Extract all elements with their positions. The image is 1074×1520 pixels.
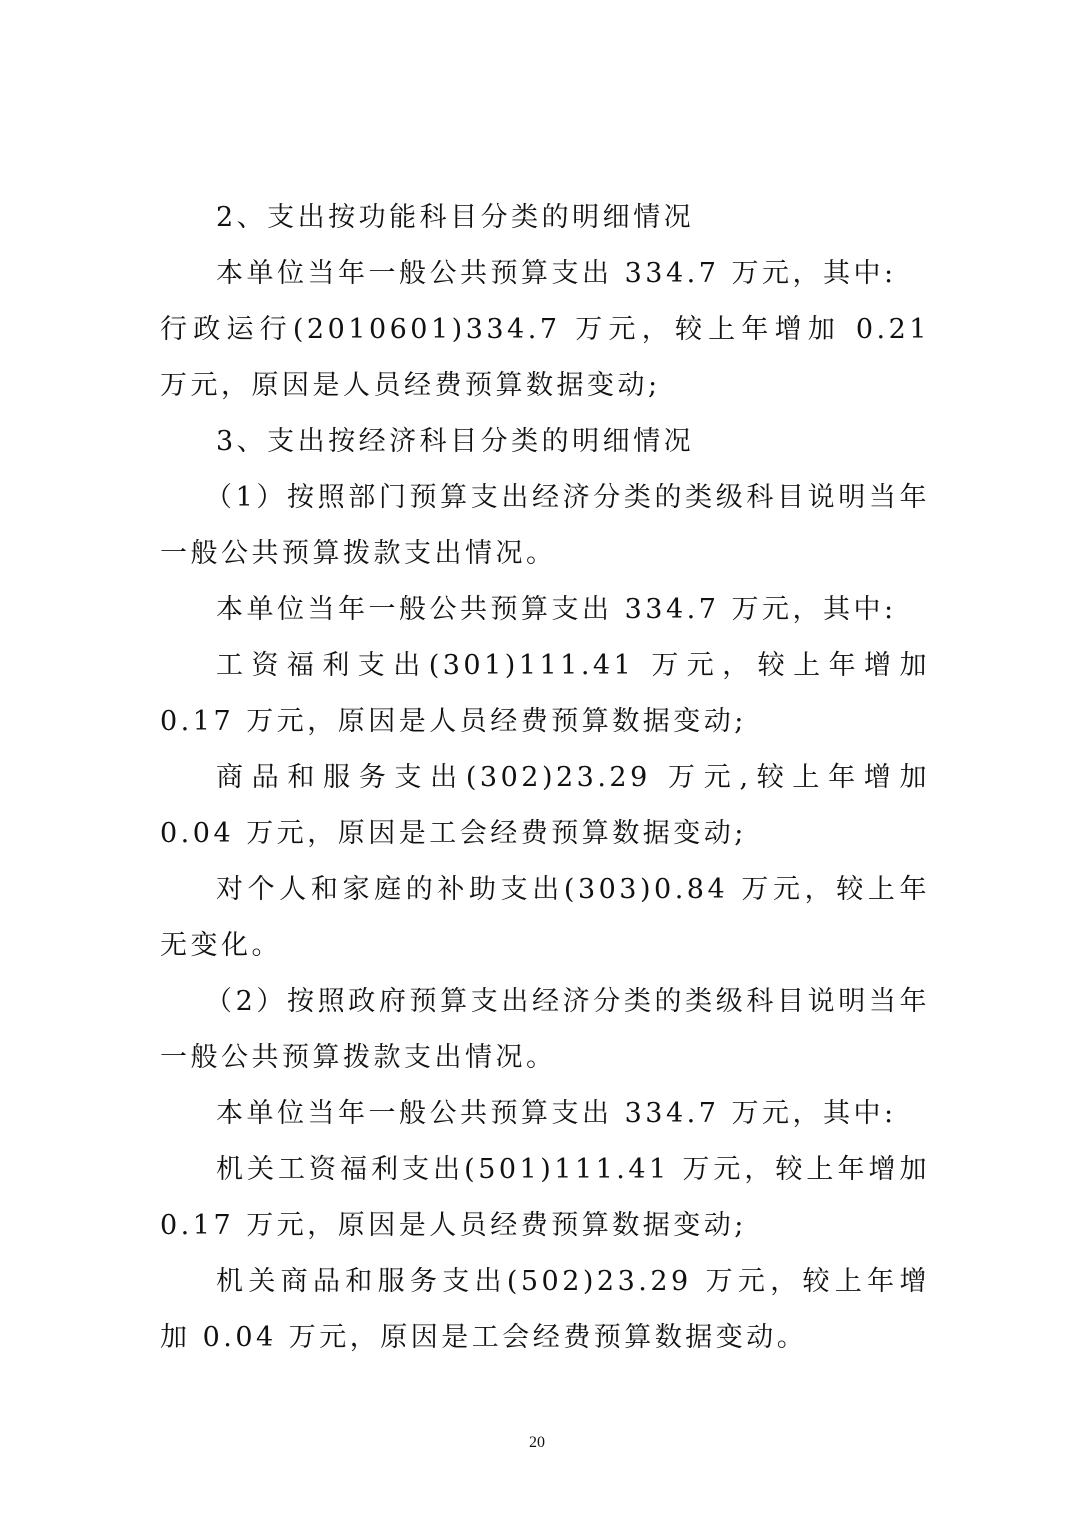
paragraph-agency-goods-services: 机关商品和服务支出(502)23.29 万元，较上年增加 0.04 万元，原因是工会经费预算数据变动。 — [160, 1266, 930, 1353]
page-number: 20 — [529, 1434, 545, 1451]
section-heading-economic: 3、支出按经济科目分类的明细情况 — [216, 426, 695, 457]
subheading-department-budget: （1）按照部门预算支出经济分类的类级科目说明当年一般公共预算拨款支出情况。 — [160, 482, 930, 569]
section-heading-functional: 2、支出按功能科目分类的明细情况 — [216, 202, 695, 233]
paragraph-admin-operation: 行政运行(2010601)334.7 万元，较上年增加 0.21 万元，原因是人员经费预算数据变动; — [160, 314, 930, 401]
paragraph-household-subsidy: 对个人和家庭的补助支出(303)0.84 万元，较上年无变化。 — [160, 874, 930, 961]
paragraph-total-expenditure: 本单位当年一般公共预算支出 334.7 万元，其中: — [216, 1098, 897, 1129]
paragraph-total-expenditure: 本单位当年一般公共预算支出 334.7 万元，其中: — [216, 258, 897, 289]
paragraph-salary-welfare: 工资福利支出(301)111.41 万元，较上年增加 0.17 万元，原因是人员经费预算数据变动; — [160, 650, 930, 737]
body-text — [160, 190, 930, 1366]
subheading-government-budget: （2）按照政府预算支出经济分类的类级科目说明当年一般公共预算拨款支出情况。 — [160, 986, 930, 1073]
paragraph-goods-services: 商品和服务支出(302)23.29 万元,较上年增加 0.04 万元，原因是工会经费预算数据变动; — [160, 762, 930, 849]
paragraph-agency-salary-welfare: 机关工资福利支出(501)111.41 万元，较上年增加 0.17 万元，原因是人员经费预算数据变动; — [160, 1154, 930, 1241]
paragraph-total-expenditure: 本单位当年一般公共预算支出 334.7 万元，其中: — [216, 594, 897, 625]
